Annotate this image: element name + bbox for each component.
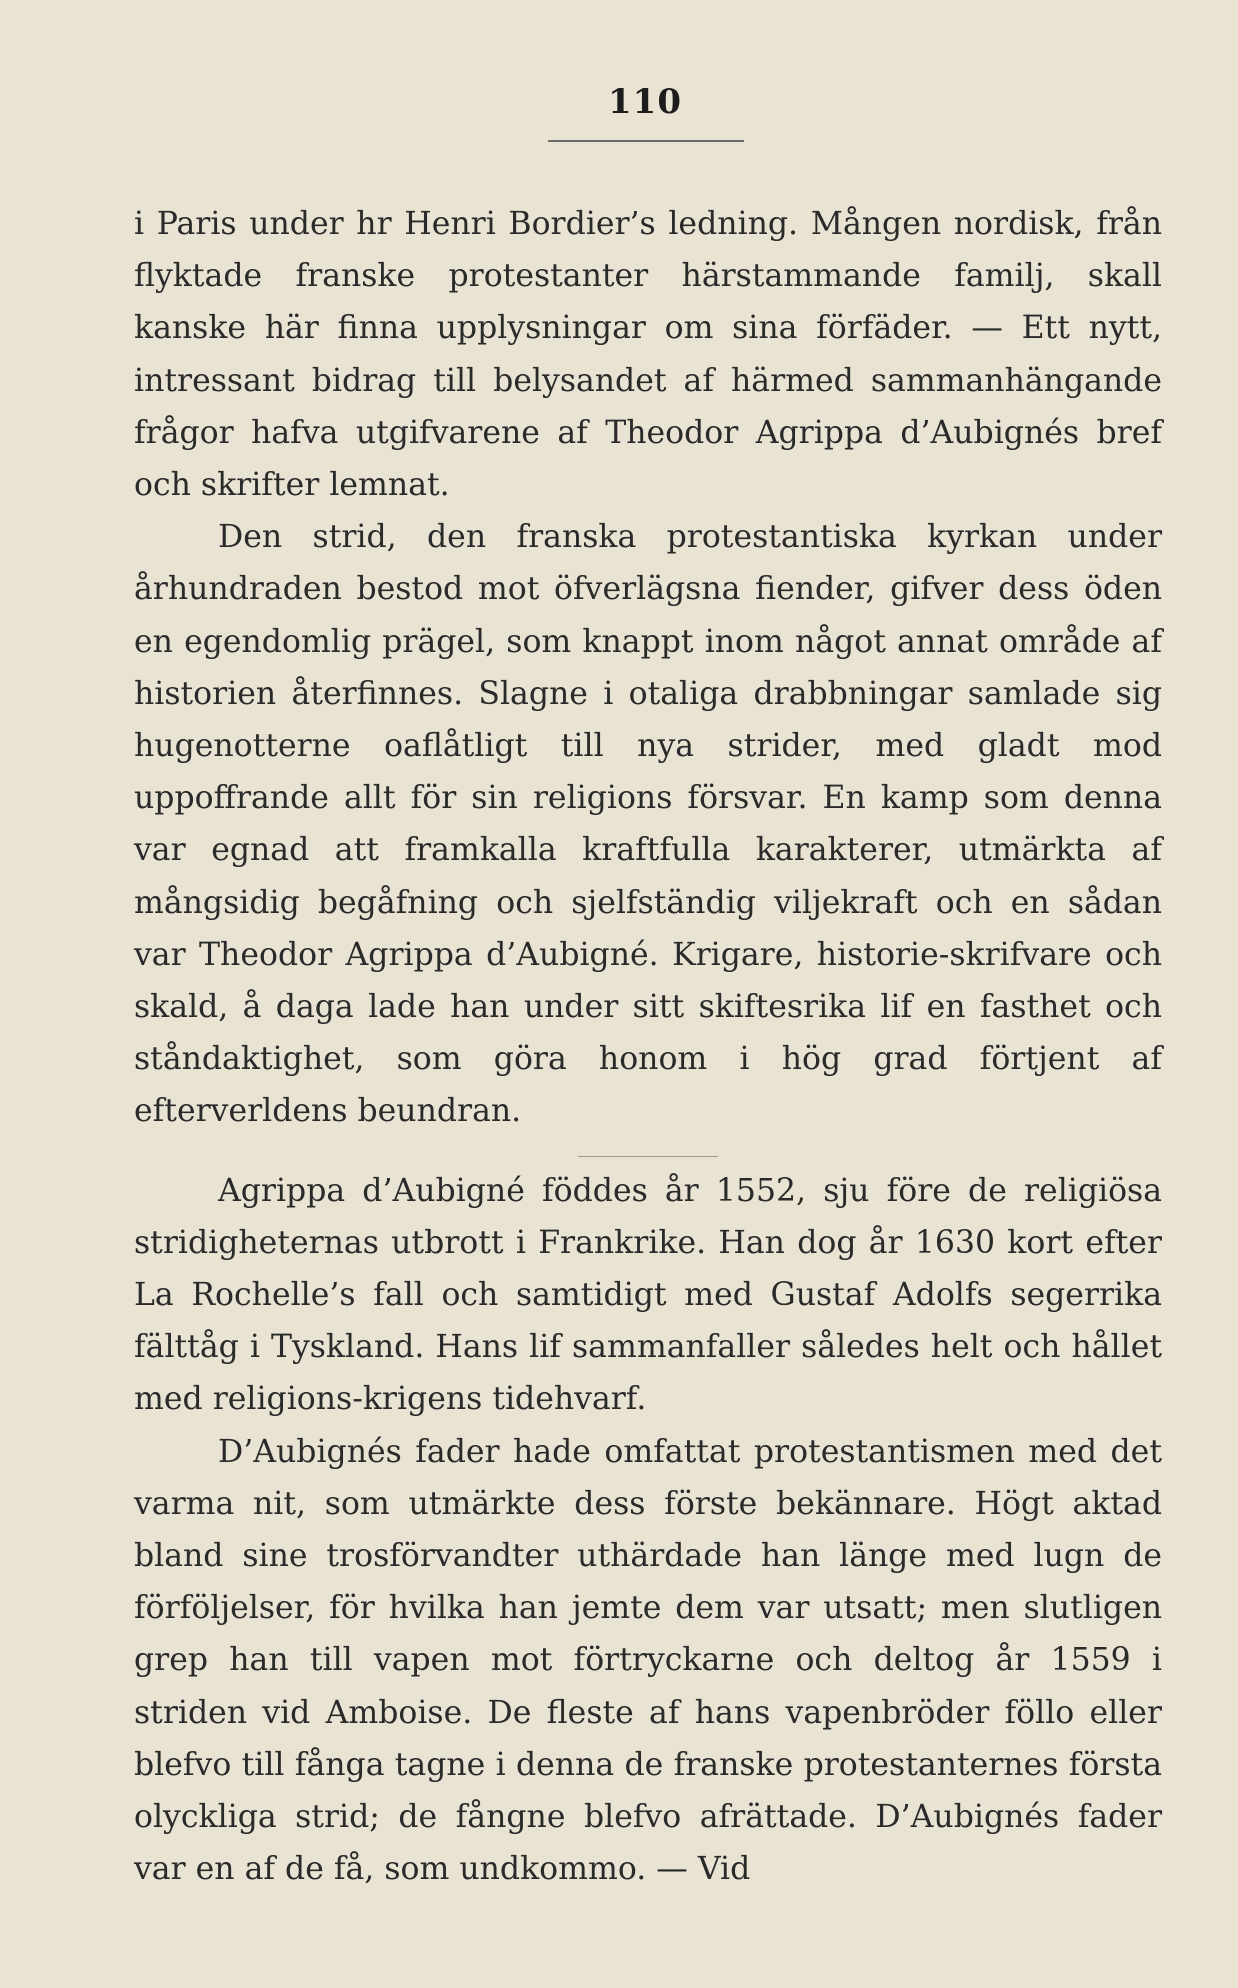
header-rule — [548, 140, 744, 142]
paragraph-birth: Agrippa d’Aubigné föddes år 1552, sju före de religiösa stridigheternas utbrott i Frankrike. Han dog år 1630 kort efter La Rochelle’s fall och samtidigt med Gustaf Adolfs segerrika fälttåg i Tyskland. Hans lif sammanfaller således helt och hållet med religions-krigens tidehvarf. — [134, 1172, 1162, 1418]
body-text — [134, 198, 1162, 1896]
paragraph-intro: Den strid, den franska protestantiska kyrkan under århundraden bestod mot öfverlägsna fiender, gifver dess öden en egendomlig prägel, som knappt inom något annat område af historien återfinnes. Slagne i otaliga drabbningar samlade sig hugenotterne oaflåtligt till nya strider, med gladt mod uppoffrande allt för sin religions försvar. En kamp som denna var egnad att framkalla kraftfulla karakterer, utmärkta af mångsidig begåfning och sjelfständig viljekraft och en sådan var Theodor Agrippa d’Aubigné. Krigare, historie-skrifvare och skald, å daga lade han under sitt skiftesrika lif en fasthet och ståndaktighet, som göra honom i hög grad förtjent af efterverldens beundran. — [134, 519, 1162, 1130]
paragraph-father: D’Aubignés fader hade omfattat protestantismen med det varma nit, som utmärkte dess förste bekännare. Högt aktad bland sine trosförvandter uthärdade han länge med lugn de förföljelser, för hvilka han jemte dem var utsatt; men slutligen grep han till vapen mot förtryckarne och deltog år 1559 i striden vid Amboise. De fleste af hans vapenbröder föllo eller blefvo till fånga tagne i denna de franske protestanternes första olyckliga strid; de fångne blefvo afrättade. D’Aubignés fader var en af de få, som undkommo. — Vid — [134, 1433, 1162, 1888]
page-number: 110 — [608, 82, 682, 122]
paragraph-continuation: i Paris under hr Henri Bordier’s ledning. Mången nordisk, från flyktade franske protestanter härstammande familj, skall kanske här finna upplysningar om sina förfäder. — Ett nytt, intressant bidrag till belysandet af härmed sammanhängande frågor hafva utgifvarene af Theodor Agrippa d’Aubignés bref och skrifter lemnat. — [134, 206, 1162, 504]
section-divider — [578, 1156, 718, 1157]
